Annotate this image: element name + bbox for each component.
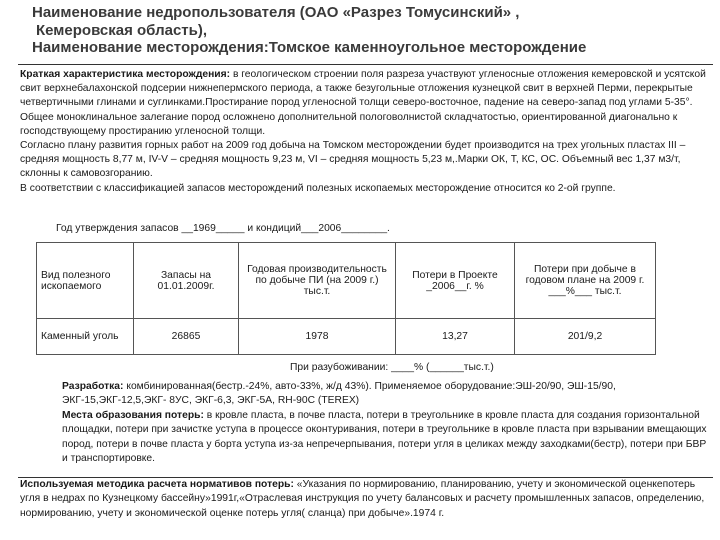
- header-line-company: Наименование недропользователя (ОАО «Разрез Томусинский» ,: [32, 4, 520, 21]
- table-header-cell: Запасы на 01.01.2009г.: [134, 243, 239, 319]
- method-label: Используемая методика расчета нормативов потерь:: [20, 479, 294, 490]
- table-header-row: [37, 243, 656, 319]
- method-section: [20, 478, 715, 521]
- razubozhivanie-line: При разубоживании: ____% (______тыс.т.): [290, 362, 494, 373]
- table-header-cell: Годовая производительность по добыче ПИ (на 2009 г.) тыс.т.: [239, 243, 396, 319]
- header-line-region: Кемеровская область),: [36, 21, 208, 39]
- development-text: комбинированная(бестр.-24%, авто-33%, ж/д 43%). Применяемое оборудование:ЭШ-20/90, ЭШ-15/90, ЭКГ-15,ЭКГ-12,5,ЭКГ- 8УС, ЭКГ-6,3, ЭКГ-5А, RH-90С (TEREX): [62, 381, 616, 407]
- table-cell: 1978: [239, 319, 396, 355]
- loss-places-text: в кровле пласта, в почве пласта, потери в треугольнике в кровле пласта для создания горизонтальной площадки, потери при зачистке уступа в процессе оконтуривания, потери в треугольнике в кровле пласта при взрывании вмещающих пород, потери в почве пласта у борта уступа из-за непречерпывания, потери угля в целиках между заходками(бестр), потери при БВР и транспортировке.: [62, 409, 707, 465]
- classification-text: В соответствии с классификацией запасов месторождений полезных ископаемых месторождение относится ко 2-ой группе.: [20, 182, 616, 194]
- table-cell: 13,27: [396, 319, 515, 355]
- plan-text: Согласно плану развития горных работ на 2009 год добыча на Томском месторождении будет производится на трех угольных пластах III – средняя мощность 8,77 м, IV-V – средняя мощность 9,23 м, VI – средняя мощность 5,23 м,.Марки ОК, Т, КС, ОС. Объемный вес 1,37 м3/т, склонны к самовозгоранию.: [20, 140, 686, 180]
- development-section: [62, 380, 712, 466]
- loss-places-label: Места образования потерь:: [62, 409, 204, 421]
- development-label: Разработка:: [62, 381, 124, 392]
- method-text: «Указания по нормированию, планированию, учету и экономической оценкепотерь угля в недрах по Кузнецкому бассейну»1991г,«Отраслевая инструкция по учету балансовых и расчету промышленных запасов, определению, нормированию, учету и экономической оценке потерь угля( сланца) при добыче».1974 г.: [20, 479, 705, 519]
- summary-section: [20, 68, 715, 196]
- header-divider: [18, 64, 713, 65]
- table-header-cell: Вид полезного ископаемого: [37, 243, 134, 319]
- table-cell: 26865: [134, 319, 239, 355]
- summary-text: в геологическом строении поля разреза участвуют угленосные отложения кемеровской и усятской свит верхнебалахонской подсерии нижнепермского периода, а также безугольные отложения кузнецкой свит в верхней Перми, перекрытые четвертичными глинами и суглинками.Простирание пород угленосной толщи северо-восточное, падение на северо-запад под углами 5-35°. Общее моноклинальное залегание пород осложнено дополнительной пологоволнистой складчатостью, ориентированной диагонально к господствующему простиранию угленосной толщи.: [20, 69, 706, 137]
- table-header-cell: Потери при добыче в годовом плане на 2009 г. ___%___ тыс.т.: [515, 243, 656, 319]
- table-header-cell: Потери в Проекте _2006__г. %: [396, 243, 515, 319]
- table-row: [37, 319, 656, 355]
- reserves-table: [36, 242, 656, 355]
- table-cell: 201/9,2: [515, 319, 656, 355]
- table-cell: Каменный уголь: [37, 319, 134, 355]
- approval-line: Год утверждения запасов __1969_____ и кондиций___2006________.: [56, 223, 390, 234]
- summary-label: Краткая характеристика месторождения:: [20, 69, 231, 80]
- header-line-deposit: Наименование месторождения:Томское каменноугольное месторождение: [32, 39, 587, 56]
- page-header: [32, 4, 712, 57]
